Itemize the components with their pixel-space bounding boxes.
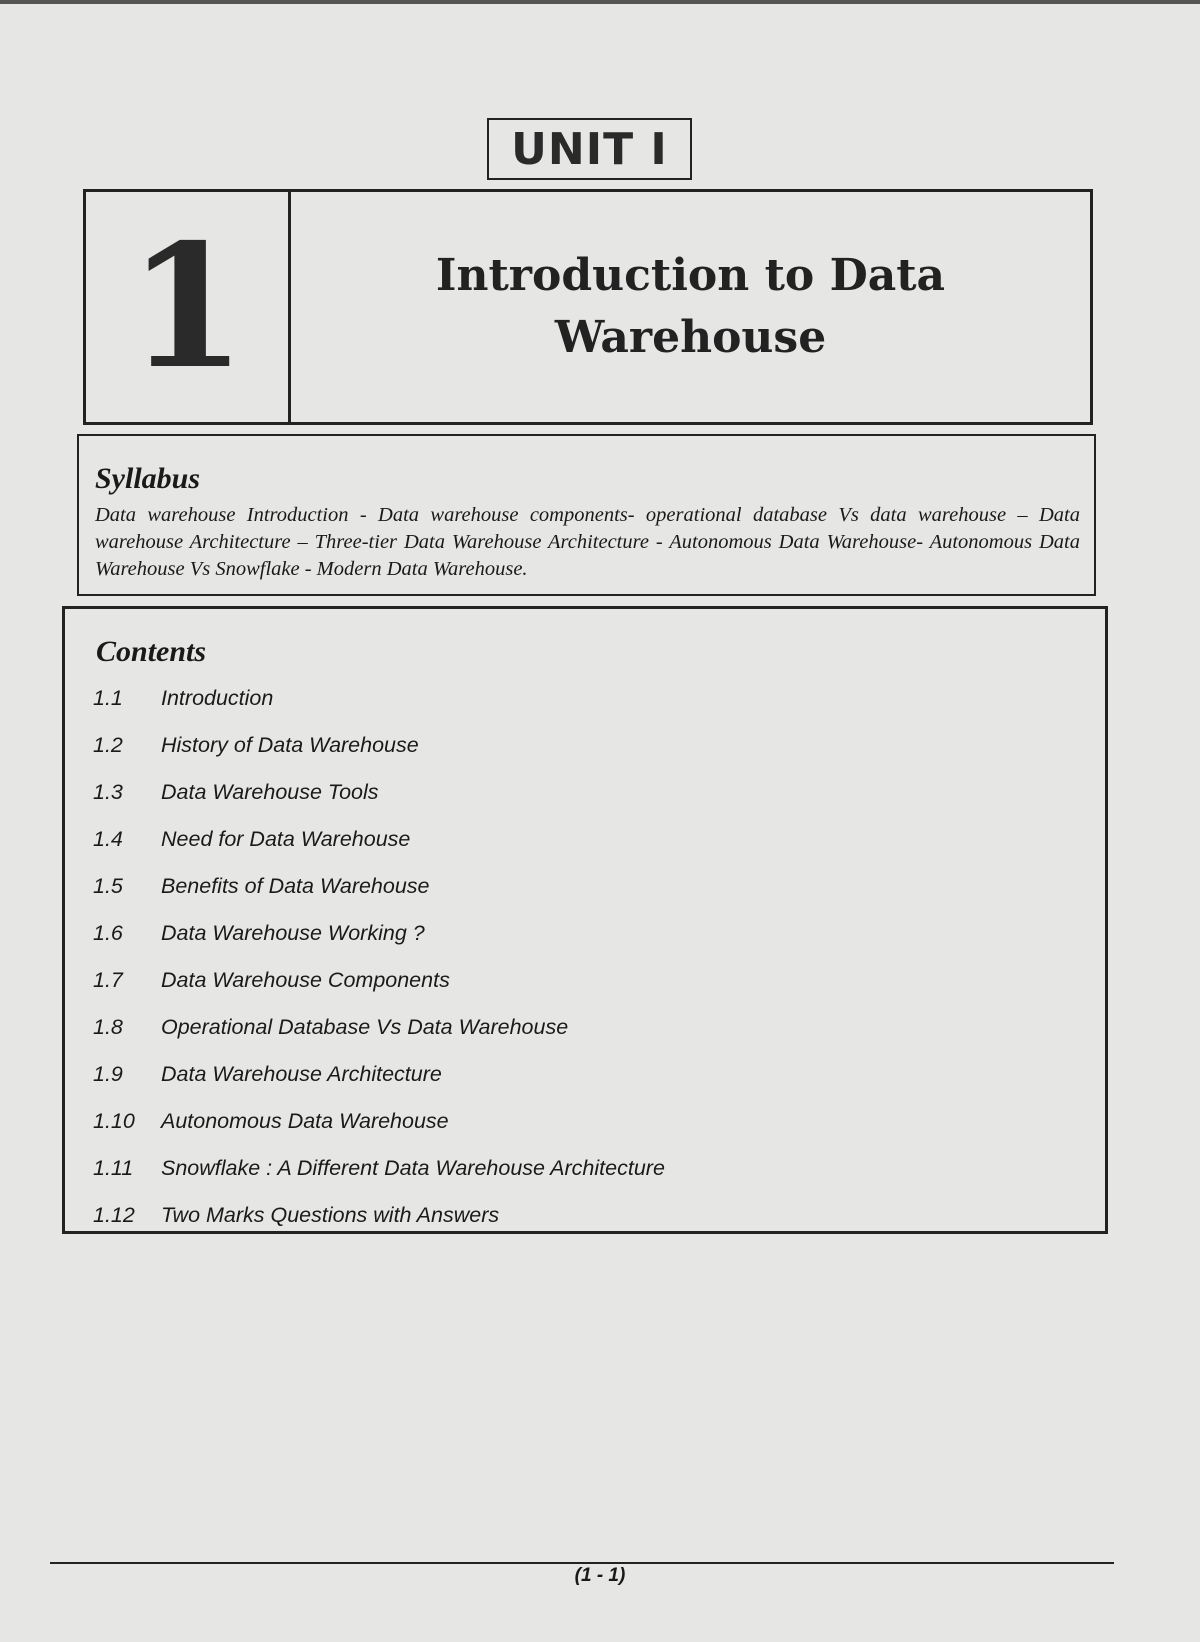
- toc-list: [93, 675, 1105, 1239]
- footer-rule: [50, 1562, 1114, 1564]
- toc-title: Autonomous Data Warehouse: [161, 1109, 449, 1133]
- toc-title: History of Data Warehouse: [161, 733, 419, 757]
- chapter-header: [83, 189, 1093, 425]
- toc-item: [93, 910, 1105, 957]
- toc-item: [93, 1051, 1105, 1098]
- toc-number: 1.11: [93, 1156, 134, 1180]
- toc-item: [93, 1192, 1105, 1239]
- top-edge: [0, 0, 1200, 4]
- toc-number: 1.6: [93, 921, 123, 945]
- toc-number: 1.2: [93, 733, 123, 757]
- toc-title: Data Warehouse Working ?: [161, 921, 425, 945]
- toc-number: 1.5: [93, 874, 123, 898]
- chapter-title-line2: Warehouse: [554, 312, 827, 363]
- toc-item: [93, 816, 1105, 863]
- toc-title: Data Warehouse Architecture: [161, 1062, 442, 1086]
- toc-title: Operational Database Vs Data Warehouse: [161, 1015, 569, 1039]
- toc-title: Need for Data Warehouse: [161, 827, 411, 851]
- toc-item: [93, 1145, 1105, 1192]
- toc-title: Introduction: [161, 686, 274, 710]
- toc-item: [93, 957, 1105, 1004]
- toc-item: [93, 769, 1105, 816]
- syllabus-heading: Syllabus: [95, 462, 201, 495]
- syllabus-text: Data warehouse Introduction - Data warehouse components- operational database Vs data warehouse – Data warehouse Architecture – Three-tier Data Warehouse Architecture - Autonomous Data Warehouse- Autonomous Data Warehouse Vs Snowflake - Modern Data Warehouse.: [95, 504, 1080, 580]
- toc-item: [93, 863, 1105, 910]
- toc-title: Snowflake : A Different Data Warehouse Architecture: [161, 1156, 665, 1180]
- toc-title: Data Warehouse Components: [161, 968, 450, 992]
- toc-item: [93, 1098, 1105, 1145]
- contents-heading: Contents: [96, 635, 207, 668]
- toc-number: 1.8: [93, 1015, 123, 1039]
- chapter-title-line1: Introduction to Data: [435, 250, 946, 301]
- chapter-number: 1: [127, 207, 247, 407]
- toc-number: 1.9: [93, 1062, 123, 1086]
- chapter-title: [291, 192, 1090, 422]
- toc-item: [93, 722, 1105, 769]
- toc-title: Data Warehouse Tools: [161, 780, 379, 804]
- toc-title: Benefits of Data Warehouse: [161, 874, 430, 898]
- toc-number: 1.4: [93, 827, 123, 851]
- page-number: (1 - 1): [574, 1565, 626, 1586]
- toc-number: 1.12: [93, 1203, 135, 1227]
- toc-item: [93, 675, 1105, 722]
- contents-box: [62, 606, 1108, 1234]
- toc-number: 1.7: [93, 968, 123, 992]
- toc-number: 1.1: [93, 686, 123, 710]
- syllabus-box: [77, 434, 1096, 596]
- toc-title: Two Marks Questions with Answers: [161, 1203, 500, 1227]
- unit-label: UNIT I: [487, 118, 692, 180]
- toc-number: 1.10: [93, 1109, 135, 1133]
- toc-number: 1.3: [93, 780, 123, 804]
- toc-item: [93, 1004, 1105, 1051]
